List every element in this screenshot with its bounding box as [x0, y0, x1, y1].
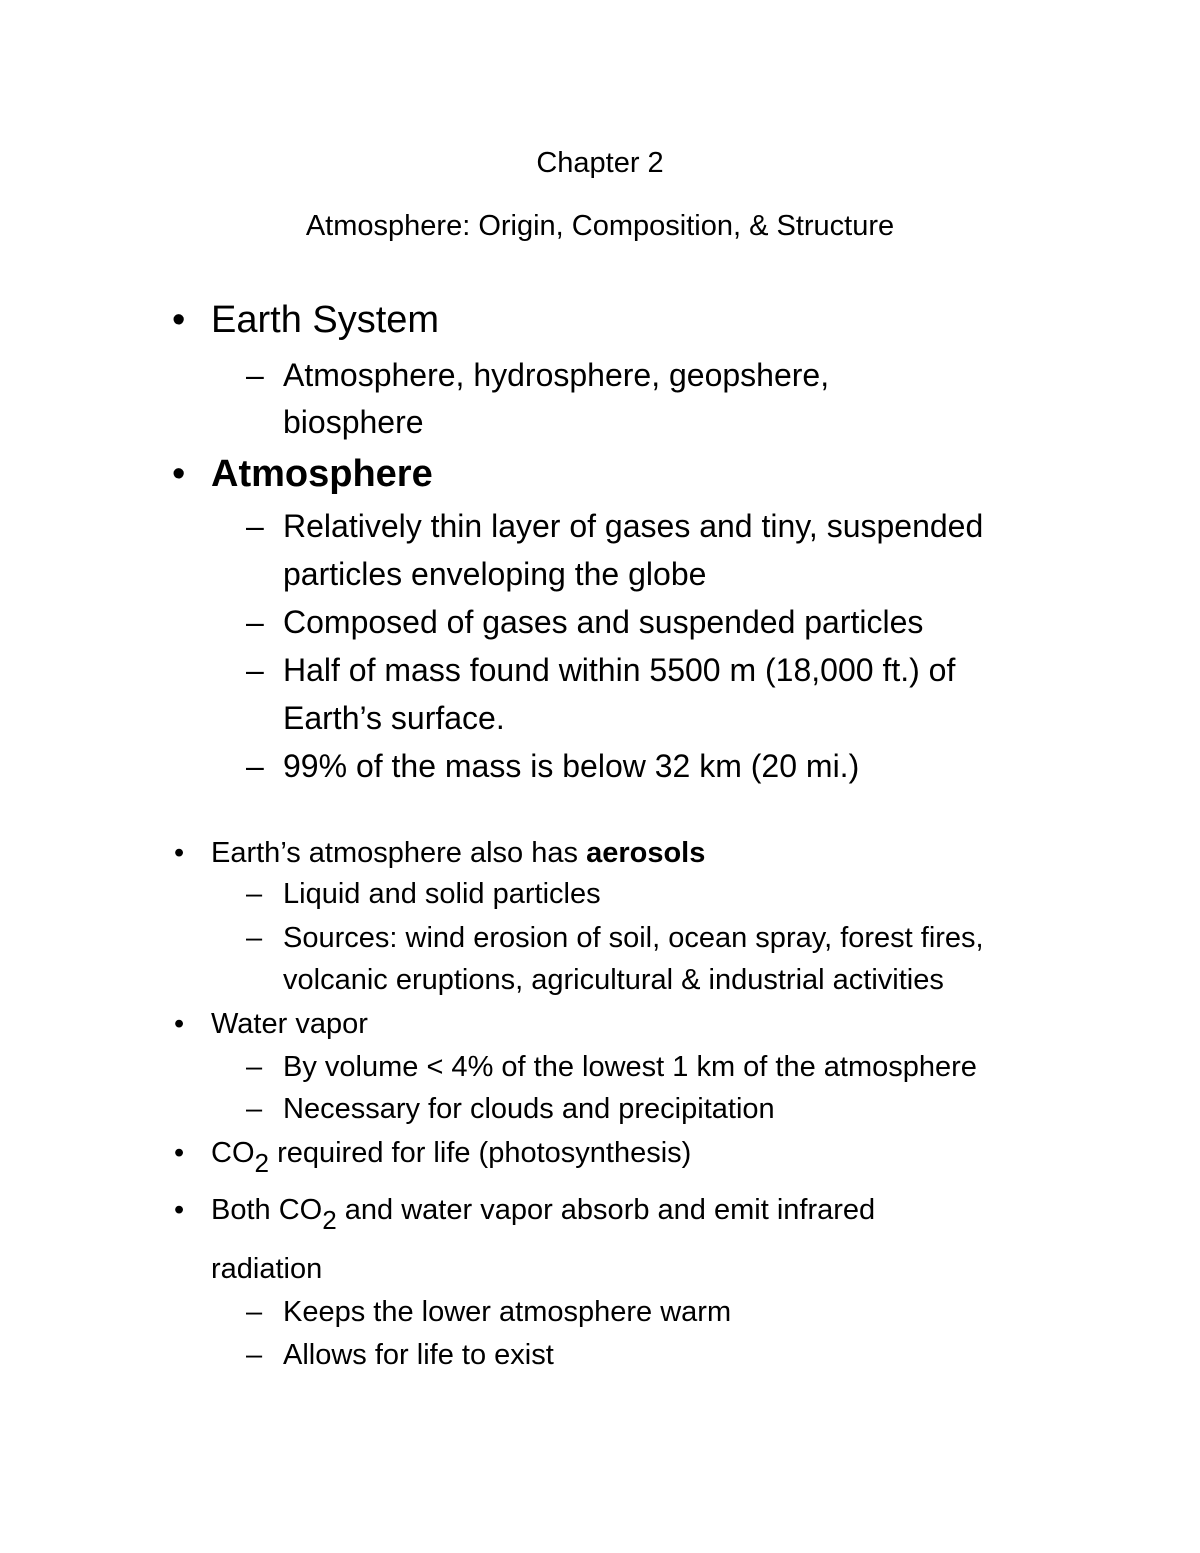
bullet: • — [172, 299, 186, 341]
dash: – — [246, 357, 264, 393]
both-item-2: Allows for life to exist — [283, 1339, 554, 1371]
atmosphere-heading: Atmosphere — [211, 453, 433, 495]
dash: – — [246, 1051, 263, 1083]
both-heading-formula: Both CO — [211, 1194, 323, 1226]
atmosphere-item-3-line-1: Half of mass found within 5500 m (18,000 ft.) of — [283, 652, 956, 688]
dash: – — [246, 604, 264, 640]
dash: – — [246, 922, 263, 954]
atmosphere-item-1-line-2: particles enveloping the globe — [283, 556, 707, 592]
bullet: • — [174, 837, 185, 869]
atmosphere-item-3-line-2: Earth’s surface. — [283, 700, 505, 736]
water-vapor-heading: Water vapor — [211, 1008, 368, 1040]
atmosphere-item-2: Composed of gases and suspended particles — [283, 604, 924, 640]
aerosols-item-2-line-1: Sources: wind erosion of soil, ocean spray, forest fires, — [283, 922, 984, 954]
both-item-1: Keeps the lower atmosphere warm — [283, 1296, 732, 1328]
atmosphere-item-4: 99% of the mass is below 32 km (20 mi.) — [283, 748, 860, 784]
aerosols-keyword: aerosols — [586, 837, 706, 869]
both-heading-line-2: radiation — [211, 1253, 323, 1285]
dash: – — [246, 1296, 263, 1328]
both-heading — [211, 1193, 876, 1236]
co2-heading-formula: CO — [211, 1137, 255, 1169]
chapter-heading: Chapter 2 — [536, 147, 664, 179]
aerosols-item-2-line-2: volcanic eruptions, agricultural & industrial activities — [283, 964, 944, 996]
both-heading-text: and water vapor absorb and emit infrared — [336, 1194, 876, 1226]
earth-system-item-1-line-2: biosphere — [283, 404, 424, 440]
dash: – — [246, 1093, 263, 1125]
earth-system-heading: Earth System — [211, 299, 440, 341]
bullet: • — [174, 1137, 185, 1169]
dash: – — [246, 652, 264, 688]
aerosols-heading — [211, 836, 705, 870]
co2-heading — [211, 1136, 692, 1179]
bullet: • — [174, 1194, 185, 1226]
dash: – — [246, 508, 264, 544]
dash: – — [246, 748, 264, 784]
bullet: • — [172, 453, 186, 495]
aerosols-item-1: Liquid and solid particles — [283, 878, 601, 910]
water-vapor-item-1: By volume < 4% of the lowest 1 km of the atmosphere — [283, 1051, 977, 1083]
both-co2-subscript: 2 — [322, 1205, 337, 1236]
co2-subscript: 2 — [254, 1148, 270, 1179]
earth-system-item-1-line-1: Atmosphere, hydrosphere, geopshere, — [283, 357, 830, 393]
atmosphere-item-1-line-1: Relatively thin layer of gases and tiny, suspended — [283, 508, 984, 544]
dash: – — [246, 1339, 263, 1371]
chapter-subtitle: Atmosphere: Origin, Composition, & Structure — [305, 210, 895, 242]
co2-heading-text: required for life (photosynthesis) — [269, 1137, 692, 1169]
water-vapor-item-2: Necessary for clouds and precipitation — [283, 1093, 775, 1125]
aerosols-heading-text: Earth’s atmosphere also has — [211, 837, 587, 869]
dash: – — [246, 878, 263, 910]
bullet: • — [174, 1008, 185, 1040]
